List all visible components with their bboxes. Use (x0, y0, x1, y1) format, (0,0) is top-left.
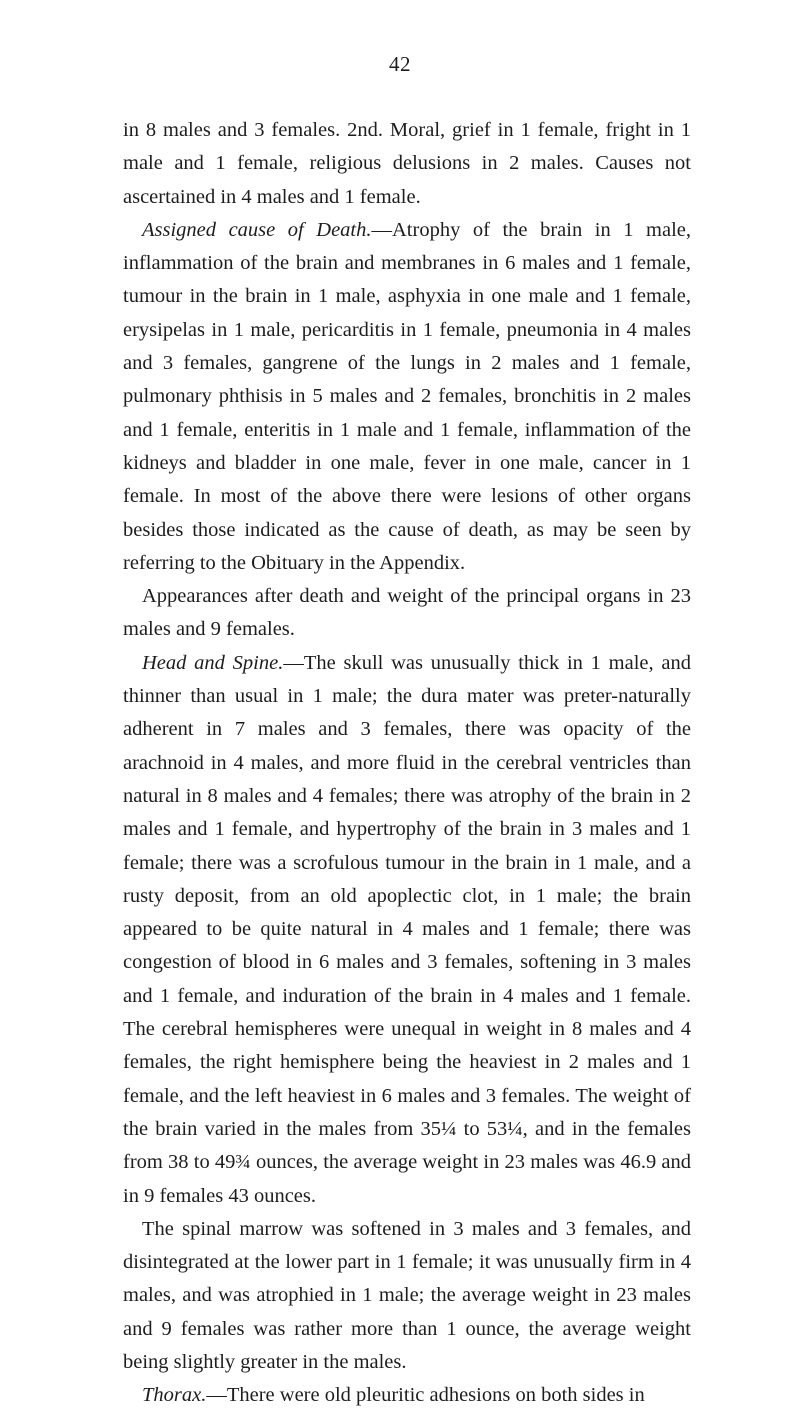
paragraph-text: The spinal marrow was softened in 3 males and 3 females, and disintegrated at the lower part in 1 female; it was unusually firm in 4 males, and was atrophied in 1 male; the average weight in 23 males and 9 females was rather more than 1 ounce, the average weight being slightly greater in the males. (123, 1217, 691, 1373)
paragraph-causes-continued (123, 114, 691, 214)
paragraph-head-and-spine (123, 647, 691, 1213)
paragraph-text: —There were old pleuritic adhesions on both sides in (206, 1384, 645, 1407)
paragraph-text: —Atrophy of the brain in 1 male, inflammation of the brain and membranes in 6 males and 1 female, tumour in the brain in 1 male, asphyxia in one male and 1 female, erysipelas in 1 male, pericarditis in 1 female, pneumonia in 4 males and 3 females, gangrene of the lungs in 2 males and 1 female, pulmonary phthisis in 5 males and 2 females, bronchitis in 2 males and 1 female, enteritis in 1 male and 1 female, inflammation of the kidneys and bladder in one male, fever in one male, cancer in 1 female. In most of the above there were lesions of other organs besides those indicated as the cause of death, as may be seen by referring to the Obituary in the Appendix. (123, 218, 691, 574)
paragraph-text: —The skull was unusually thick in 1 male, and thinner than usual in 1 male; the dura mater was preter-naturally adherent in 7 males and 3 females, there was opacity of the arachnoid in 4 males, and more fluid in the cerebral ventricles than natural in 8 males and 4 females; there was atrophy of the brain in 2 males and 1 female, and hypertrophy of the brain in 3 males and 1 female; there was a scrofulous tumour in the brain in 1 male, and a rusty deposit, from an old apoplectic clot, in 1 male; the brain appeared to be quite natural in 4 males and 1 female; there was congestion of blood in 6 males and 3 females, softening in 3 males and 1 female, and induration of the brain in 4 males and 1 female. The cerebral hemispheres were unequal in weight in 8 males and 4 females, the right hemisphere being the heaviest in 2 males and 1 female, and the left heaviest in 6 males and 3 females. The weight of the brain varied in the males from 35¼ to 53¼, and in the females from 38 to 49¾ ounces, the average weight in 23 males was 46.9 and in 9 females 43 ounces. (123, 651, 691, 1207)
paragraph-text: Appearances after death and weight of the principal organs in 23 males and 9 females. (123, 585, 691, 641)
section-heading: Head and Spine. (142, 651, 284, 674)
paragraph-thorax (123, 1379, 691, 1412)
paragraph-text: in 8 males and 3 females. 2nd. Moral, grief in 1 female, fright in 1 male and 1 female, religious delusions in 2 males. Causes not ascertained in 4 males and 1 female. (123, 119, 691, 208)
section-heading: Thorax. (142, 1384, 207, 1407)
paragraph-spinal-marrow (123, 1213, 691, 1379)
page-number: 42 (389, 52, 411, 76)
paragraph-appearances-after-death (123, 580, 691, 647)
paragraph-assigned-cause-of-death (123, 214, 691, 580)
section-heading: Assigned cause of Death. (142, 218, 372, 241)
body-text (123, 114, 691, 1413)
